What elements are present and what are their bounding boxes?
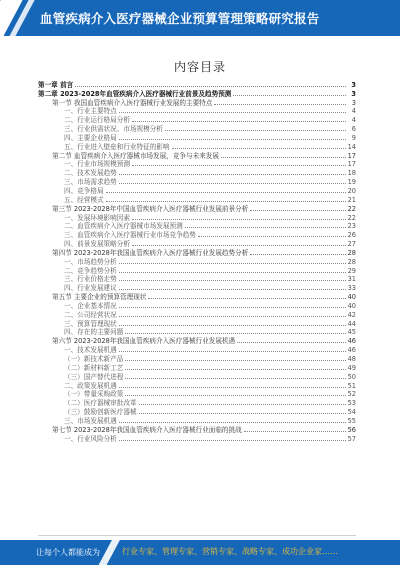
toc-dot-leader: [106, 201, 346, 202]
toc-entry-page: 51: [347, 381, 356, 390]
toc-entry-label: 第三节 2023-2028年中国血管疾病介入医疗器械行业发展前景分析: [52, 204, 249, 213]
toc-entry[interactable]: [38, 275, 356, 284]
toc-entry-label: 第二章 2023-2028年血管疾病介入医疗器械行业前景及趋势预测: [38, 89, 232, 98]
toc-entry-label: 第七节 2023-2028年我国血管疾病介入医疗器械行业面临的挑战: [52, 425, 242, 434]
toc-entry-page: 55: [347, 416, 356, 425]
toc-entry-label: 五、行业进入壁垒和行业特征的影响: [64, 142, 170, 151]
toc-dot-leader: [119, 139, 346, 140]
footer-divider: [38, 535, 356, 536]
toc-entry-label: 四、主要企业格局: [64, 133, 117, 142]
toc-dot-leader: [119, 112, 346, 113]
toc-dot-leader: [139, 404, 346, 405]
toc-dot-leader: [119, 387, 346, 388]
toc-dot-leader: [106, 192, 346, 193]
toc-entry-label: 一、行业风险分析: [64, 434, 117, 443]
toc-entry-label: 三、市场发展机遇: [64, 416, 117, 425]
toc-dot-leader: [172, 148, 346, 149]
toc-entry-label: （三）国产替代进程: [64, 372, 124, 381]
toc-entry-page: 4: [351, 116, 356, 125]
toc-entry-label: 一、市场趋势分析: [64, 257, 117, 266]
toc-entry-page: 52: [347, 390, 356, 399]
toc-entry[interactable]: [38, 186, 356, 195]
toc-entry-label: 四、存在的主要问题: [64, 328, 124, 337]
toc-entry[interactable]: [38, 107, 356, 116]
toc-dot-leader: [119, 325, 346, 326]
toc-entry-page: 21: [347, 195, 356, 204]
toc-entry[interactable]: [38, 151, 356, 160]
toc-dot-leader: [244, 431, 346, 432]
toc-entry[interactable]: [38, 354, 356, 363]
toc-entry-label: 四、竞争格局: [64, 186, 104, 195]
toc-entry[interactable]: [38, 160, 356, 169]
toc-entry-page: 33: [347, 284, 356, 293]
toc-entry[interactable]: [38, 398, 356, 407]
footer-slogan-right: 行业专家、管理专家、营销专家、战略专家、成功企业家……: [122, 547, 338, 556]
toc-dot-leader: [132, 165, 346, 166]
toc-entry-label: （二）新材料新工艺: [64, 363, 124, 372]
toc-entry-label: 一、企业基本情况: [64, 301, 117, 310]
toc-entry[interactable]: [38, 115, 356, 124]
toc-entry-label: 二、技术发展趋势: [64, 169, 117, 178]
toc-entry-label: 二、行业运行格局分析: [64, 116, 130, 125]
toc-entry[interactable]: [38, 204, 356, 213]
toc-dot-leader: [237, 342, 346, 343]
toc-entry-page: 3: [351, 89, 356, 98]
toc-entry-label: 一、行业市场规模预测: [64, 160, 130, 169]
toc-entry[interactable]: [38, 381, 356, 390]
toc-entry-page: 17: [347, 160, 356, 169]
toc-entry-label: 一、发展环境影响因素: [64, 213, 130, 222]
toc-dot-leader: [125, 378, 345, 379]
toc-entry[interactable]: [38, 222, 356, 231]
toc-dot-leader: [125, 333, 345, 334]
toc-entry[interactable]: [38, 133, 356, 142]
toc-entry[interactable]: [38, 434, 356, 443]
toc-entry-page: 42: [347, 310, 356, 319]
toc-entry-label: （二）医疗器械审批改革: [64, 399, 137, 408]
toc-entry-label: 二、政策发展机遇: [64, 381, 117, 390]
toc-entry-page: 53: [347, 399, 356, 408]
toc-entry-label: 二、公司经营状况: [64, 310, 117, 319]
toc-dot-leader: [119, 272, 346, 273]
header-banner: [0, 0, 400, 36]
toc-entry-page: 27: [347, 240, 356, 249]
toc-entry-label: 三、血管疾病介入医疗器械行业市场竞争趋势: [64, 231, 196, 240]
toc-entry-page: 3: [351, 80, 356, 89]
toc-dot-leader: [119, 422, 346, 423]
toc-dot-leader: [198, 236, 346, 237]
toc-dot-leader: [119, 289, 346, 290]
toc-entry-page: 28: [347, 248, 356, 257]
toc-entry[interactable]: [38, 336, 356, 345]
toc-entry-page: 26: [347, 231, 356, 240]
toc-entry-label: 第一节 我国血管疾病介入医疗器械行业发展的主要特点: [52, 98, 213, 107]
toc-entry[interactable]: [38, 345, 356, 354]
toc-dot-leader: [119, 316, 346, 317]
toc-dot-leader: [148, 298, 345, 299]
toc-entry[interactable]: [38, 248, 356, 257]
toc-dot-leader: [119, 307, 346, 308]
toc-entry-page: 40: [347, 301, 356, 310]
toc-entry-page: 57: [347, 434, 356, 443]
toc-dot-leader: [119, 280, 346, 281]
toc-entry[interactable]: [38, 292, 356, 301]
toc-entry-page: 14: [347, 142, 356, 151]
toc-entry-label: 四、前景发展策略分析: [64, 240, 130, 249]
toc-dot-leader: [119, 351, 346, 352]
toc-entry-page: 56: [347, 425, 356, 434]
toc-entry-page: 3: [351, 98, 356, 107]
toc-entry[interactable]: [38, 390, 356, 399]
toc-dot-leader: [250, 210, 345, 211]
toc-entry-page: 23: [347, 222, 356, 231]
toc-entry-label: 三、行业供需状况、市场规模分析: [64, 125, 163, 134]
toc-dot-leader: [119, 440, 346, 441]
toc-entry[interactable]: [38, 80, 356, 89]
toc-entry-page: 54: [347, 408, 356, 417]
toc-entry-page: 29: [347, 266, 356, 275]
toc-entry-page: 22: [347, 213, 356, 222]
toc-entry[interactable]: [38, 283, 356, 292]
toc-entry[interactable]: [38, 416, 356, 425]
toc-entry[interactable]: [38, 89, 356, 98]
toc-dot-leader: [132, 121, 346, 122]
toc-dot-leader: [119, 263, 346, 264]
toc-dot-leader: [119, 183, 346, 184]
toc-dot-leader: [132, 245, 346, 246]
toc-entry-label: 第六节 2023-2028年我国血管疾病介入医疗器械行业发展机遇: [52, 337, 236, 346]
toc-entry[interactable]: [38, 301, 356, 310]
toc-entry-page: 20: [347, 186, 356, 195]
toc-dot-leader: [132, 219, 346, 220]
toc-heading: 内容目录: [173, 60, 226, 74]
toc-entry-page: 50: [347, 372, 356, 381]
toc-entry-label: 三、市场需求趋势: [64, 178, 117, 187]
toc-dot-leader: [125, 395, 345, 396]
toc-dot-leader: [250, 254, 345, 255]
toc-entry-label: 三、预算管理现状: [64, 319, 117, 328]
toc-entry-page: 18: [347, 169, 356, 178]
toc-dot-leader: [119, 174, 346, 175]
toc-entry-page: 22: [347, 204, 356, 213]
toc-entry[interactable]: [38, 195, 356, 204]
toc-entry-page: 46: [347, 337, 356, 346]
toc-entry[interactable]: [38, 266, 356, 275]
toc-entry[interactable]: [38, 239, 356, 248]
toc-dot-leader: [165, 130, 346, 131]
toc-entry-page: 45: [347, 328, 356, 337]
toc-entry-page: 48: [347, 355, 356, 363]
toc-entry[interactable]: [38, 328, 356, 337]
toc-dot-leader: [185, 227, 346, 228]
toc-entry[interactable]: [38, 98, 356, 107]
toc-entry-label: 第二节 血管疾病介入医疗器械市场发展，竞争与未来发展: [52, 151, 219, 160]
toc-entry[interactable]: [38, 372, 356, 381]
toc-entry[interactable]: [38, 124, 356, 133]
toc-entry-label: 二、血管疾病介入医疗器械市场发展预测: [64, 222, 183, 231]
toc-entry-label: 三、行业价格走势: [64, 275, 117, 284]
toc-dot-leader: [125, 360, 345, 361]
toc-dot-leader: [139, 413, 346, 414]
toc-entry-label: 二、竞争趋势分析: [64, 266, 117, 275]
toc-entry-page: 31: [347, 275, 356, 284]
toc-entry-page: 19: [347, 178, 356, 187]
toc-entry-label: （一）新技术新产品: [64, 355, 124, 363]
toc-dot-leader: [125, 369, 345, 370]
toc-entry-page: 17: [347, 151, 356, 160]
toc-entry-label: 一、行业主要特点: [64, 107, 117, 116]
toc-entry-label: 一、技术发展机遇: [64, 346, 117, 355]
toc-entry[interactable]: [38, 142, 356, 151]
toc-entry[interactable]: [38, 257, 356, 266]
report-title: 血管疾病介入医疗器械企业预算管理策略研究报告: [40, 11, 320, 26]
toc-dot-leader: [214, 104, 346, 105]
toc-entry[interactable]: [38, 425, 356, 434]
table-of-contents: [38, 80, 356, 443]
toc-entry-page: 49: [347, 363, 356, 372]
toc-entry[interactable]: [38, 319, 356, 328]
toc-dot-leader: [221, 157, 346, 158]
toc-entry[interactable]: [38, 213, 356, 222]
toc-entry-page: 46: [347, 346, 356, 355]
toc-entry[interactable]: [38, 310, 356, 319]
toc-entry-page: 6: [351, 125, 356, 134]
footer-slogan-left: 让每个人都能成为: [36, 548, 100, 557]
toc-entry-label: 第一章 前言: [38, 80, 74, 89]
toc-entry-page: 40: [347, 293, 356, 302]
toc-entry-label: 五、经营模式: [64, 195, 104, 204]
toc-entry[interactable]: [38, 363, 356, 372]
footer-banner: [0, 540, 400, 565]
toc-entry[interactable]: [38, 177, 356, 186]
toc-entry-label: （三）鼓励创新医疗器械: [64, 408, 137, 417]
toc-entry-page: 9: [351, 133, 356, 142]
toc-entry-label: （一）带量采购政策: [64, 390, 124, 399]
toc-entry-page: 28: [347, 257, 356, 266]
toc-entry-page: 44: [347, 319, 356, 328]
toc-entry-label: 第五节 主要企业的预算管理现状: [52, 293, 147, 302]
toc-dot-leader: [75, 86, 346, 87]
toc-entry[interactable]: [38, 168, 356, 177]
toc-entry[interactable]: [38, 407, 356, 416]
toc-entry-label: 第四节 2023-2028年我国血管疾病介入医疗器械行业发展趋势分析: [52, 248, 249, 257]
toc-entry[interactable]: [38, 230, 356, 239]
toc-entry-page: 4: [351, 107, 356, 116]
toc-entry-label: 四、行业发展建议: [64, 284, 117, 293]
toc-dot-leader: [233, 95, 346, 96]
